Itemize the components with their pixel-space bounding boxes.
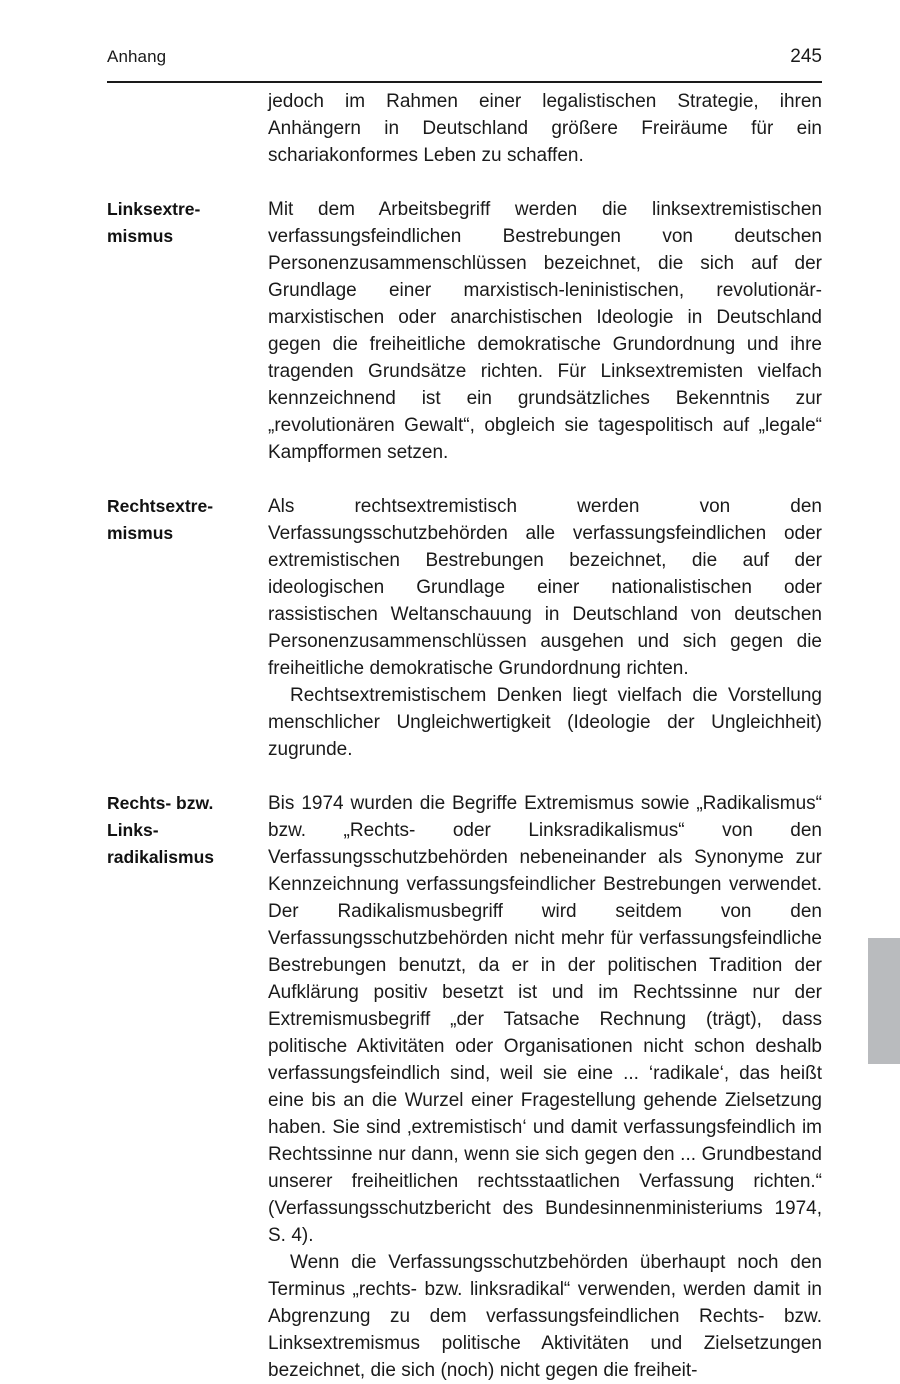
text-column: [268, 196, 822, 466]
text-column: [268, 790, 822, 1384]
marginal-label-line: mismus: [107, 226, 174, 246]
paragraph: Rechtsextremistischem Denken liegt vielfach die Vorstellung menschlicher Ungleichwertigkeit (Ideologie der Ungleichheit) zugrunde.: [268, 685, 822, 760]
marginal-label-line: radikalismus: [107, 847, 214, 867]
page-number: 245: [790, 46, 822, 67]
paragraph: Bis 1974 wurden die Begriffe Extremismus sowie „Radikalismus“ bzw. „Rechts- oder Linksradikalismus“ von den Verfassungsschutzbehörden nebeneinander als Synonyme zur Kennzeichnung verfassungsfeindlicher Bestrebungen verwendet. Der Radikalismusbegriff wird seitdem von den Verfassungsschutzbehörden nicht mehr für verfassungsfeindliche Bestrebungen benutzt, da er in der politischen Tradition der Aufklärung positiv besetzt ist und im Rechtssinne nur der Extremismusbegriff „der Tatsache Rechnung (trägt), dass politische Aktivitäten oder Organisationen nicht schon deshalb verfassungsfeindlich sind, weil sie eine ... ‘radikale‘, das heißt eine bis an die Wurzel einer Fragestellung gehende Zielsetzung haben. Sie sind ‚extremistisch‘ und damit verfassungsfeindlich im Rechtssinne nur dann, wenn sie sich gegen den ... Grundbestand unserer freiheitlichen rechtsstaatlichen Verfassung richten.“ (Verfassungsschutzbericht des Bundesinnenministeriums 1974, S. 4).: [268, 793, 822, 1246]
marginal-label-line: Rechtsextre-: [107, 496, 214, 516]
text-column: [268, 493, 822, 763]
thumb-index-tab: [868, 938, 900, 1064]
page-body: [107, 88, 822, 1384]
continued-paragraph-block: [107, 88, 822, 169]
running-head-section-label: Anhang: [107, 47, 167, 66]
glossary-entry-linksextremismus: [107, 196, 822, 466]
paragraph: Als rechtsextremistisch werden von den Verfassungsschutzbehörden alle verfassungsfeindlichen oder extremistischen Bestrebungen bezeichnet, die auf der ideologischen Grundlage einer nationalistischen oder rassistischen Weltanschauung in Deutschland von deutschen Personenzusammenschlüssen ausgehen und sich gegen die freiheitliche demokratische Grundordnung richten.: [268, 496, 822, 679]
marginal-label-line: mismus: [107, 523, 174, 543]
text-column: [268, 88, 822, 169]
glossary-entry-rechtsextremismus: [107, 493, 822, 763]
marginal-label-rechts-bzw-linksradikalismus: [107, 790, 257, 871]
running-head: [107, 47, 822, 83]
paragraph-continued: jedoch im Rahmen einer legalistischen Strategie, ihren Anhängern in Deutschland größere Freiräume für ein schariakonformes Leben zu schaffen.: [268, 91, 822, 166]
glossary-entry-rechts-bzw-linksradikalismus: [107, 790, 822, 1384]
marginal-label-line: Links-: [107, 820, 159, 840]
paragraph: Mit dem Arbeitsbegriff werden die linksextremistischen verfassungsfeindlichen Bestrebungen von deutschen Personenzusammenschlüssen bezeichnet, die sich auf der Grundlage einer marxistisch-leninistischen, revolutionär-marxistischen oder anarchistischen Ideologie in Deutschland gegen die freiheitliche demokratische Grundordnung und ihre tragenden Grundsätze richten. Für Linksextremisten vielfach kennzeichnend ist ein grundsätzliches Bekenntnis zur „revolutionären Gewalt“, obgleich sie tagespolitisch auf „legale“ Kampfformen setzen.: [268, 199, 822, 463]
paragraph: Wenn die Verfassungsschutzbehörden überhaupt noch den Terminus „rechts- bzw. linksradikal“ verwenden, werden damit in Abgrenzung zu dem verfassungsfeindlichen Rechts- bzw. Linksextremismus politische Aktivitäten und Zielsetzungen bezeichnet, die sich (noch) nicht gegen die freiheit-: [268, 1252, 822, 1381]
marginal-label-linksextremismus: [107, 196, 257, 250]
marginal-label-line: Linksextre-: [107, 199, 201, 219]
marginal-label-line: Rechts- bzw.: [107, 793, 214, 813]
marginal-label-rechtsextremismus: [107, 493, 257, 547]
